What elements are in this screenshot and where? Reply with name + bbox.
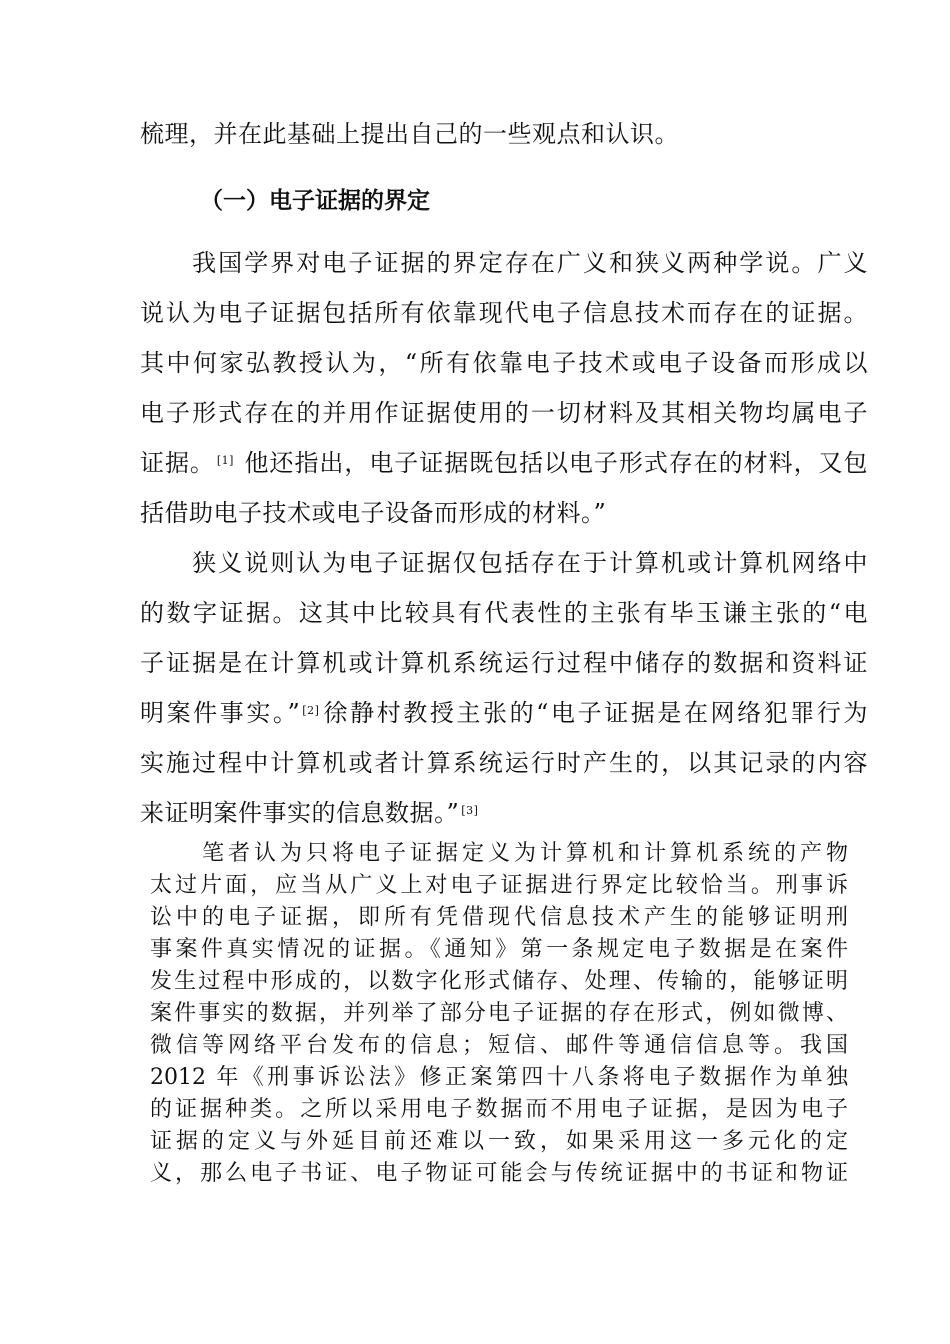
citation-ref: [1] <box>216 454 234 467</box>
paragraph-line: 义，那么电子书证、电子物证可能会与传统证据中的书证和物证 <box>150 1161 848 1186</box>
paragraph-line <box>140 447 868 479</box>
paragraph-line: 2012 年《刑事诉讼法》修正案第四十八条将电子数据作为单独 <box>150 1065 848 1090</box>
paragraph-line: 太过片面，应当从广义上对电子证据进行界定比较恰当。刑事诉 <box>150 873 848 898</box>
section-heading: （一）电子证据的界定 <box>200 188 430 214</box>
paragraph-line <box>140 697 868 729</box>
paragraph-line: 的证据种类。之所以采用电子数据而不用电子证据，是因为电子 <box>150 1097 848 1122</box>
paragraph-line: 梳理，并在此基础上提出自己的一些观点和认识。 <box>140 120 679 148</box>
paragraph-line: 发生过程中形成的，以数字化形式储存、处理、传输的，能够证明 <box>150 969 848 994</box>
paragraph-line: 讼中的电子证据，即所有凭借现代信息技术产生的能够证明刑 <box>150 905 848 930</box>
paragraph-line: 微信等网络平台发布的信息；短信、邮件等通信信息等。我国 <box>150 1033 848 1058</box>
paragraph-line: 实施过程中计算机或者计算系统运行时产生的，以其记录的内容 <box>140 749 868 777</box>
paragraph-line: 说认为电子证据包括所有依靠现代电子信息技术而存在的证据。 <box>140 299 868 327</box>
citation-ref: [2] <box>302 704 320 717</box>
paragraph-line: 笔者认为只将电子证据定义为计算机和计算机系统的产物 <box>150 841 848 866</box>
paragraph-line: 的数字证据。这其中比较具有代表性的主张有毕玉谦主张的“电 <box>140 599 868 627</box>
citation-ref: [3] <box>461 804 479 817</box>
line-text: 他还指出，电子证据既包括以电子形式存在的材料，又包 <box>235 449 868 477</box>
line-text: 证据。 <box>140 449 215 477</box>
paragraph-line: 事案件真实情况的证据。《通知》第一条规定电子数据是在案件 <box>150 937 848 962</box>
line-text: 徐静村教授主张的“电子证据是在网络犯罪行为 <box>321 699 868 727</box>
paragraph-line: 证据的定义与外延目前还难以一致，如果采用这一多元化的定 <box>150 1129 848 1154</box>
line-text: 来证明案件事实的信息数据。” <box>140 799 460 827</box>
paragraph-line: 其中何家弘教授认为，“所有依靠电子技术或电子设备而形成以 <box>140 349 868 377</box>
paragraph-line: 括借助电子技术或电子设备而形成的材料。” <box>140 499 607 527</box>
paragraph-line <box>140 797 868 829</box>
paragraph-line: 电子形式存在的并用作证据使用的一切材料及其相关物均属电子 <box>140 399 868 427</box>
line-text: 明案件事实。” <box>140 699 301 727</box>
paragraph-line: 我国学界对电子证据的界定存在广义和狭义两种学说。广义 <box>140 249 868 277</box>
paragraph-line: 案件事实的数据，并列举了部分电子证据的存在形式，例如微博、 <box>150 1001 848 1026</box>
paragraph-line: 子证据是在计算机或计算机系统运行过程中储存的数据和资料证 <box>140 649 868 677</box>
paragraph-line: 狭义说则认为电子证据仅包括存在于计算机或计算机网络中 <box>140 549 868 577</box>
